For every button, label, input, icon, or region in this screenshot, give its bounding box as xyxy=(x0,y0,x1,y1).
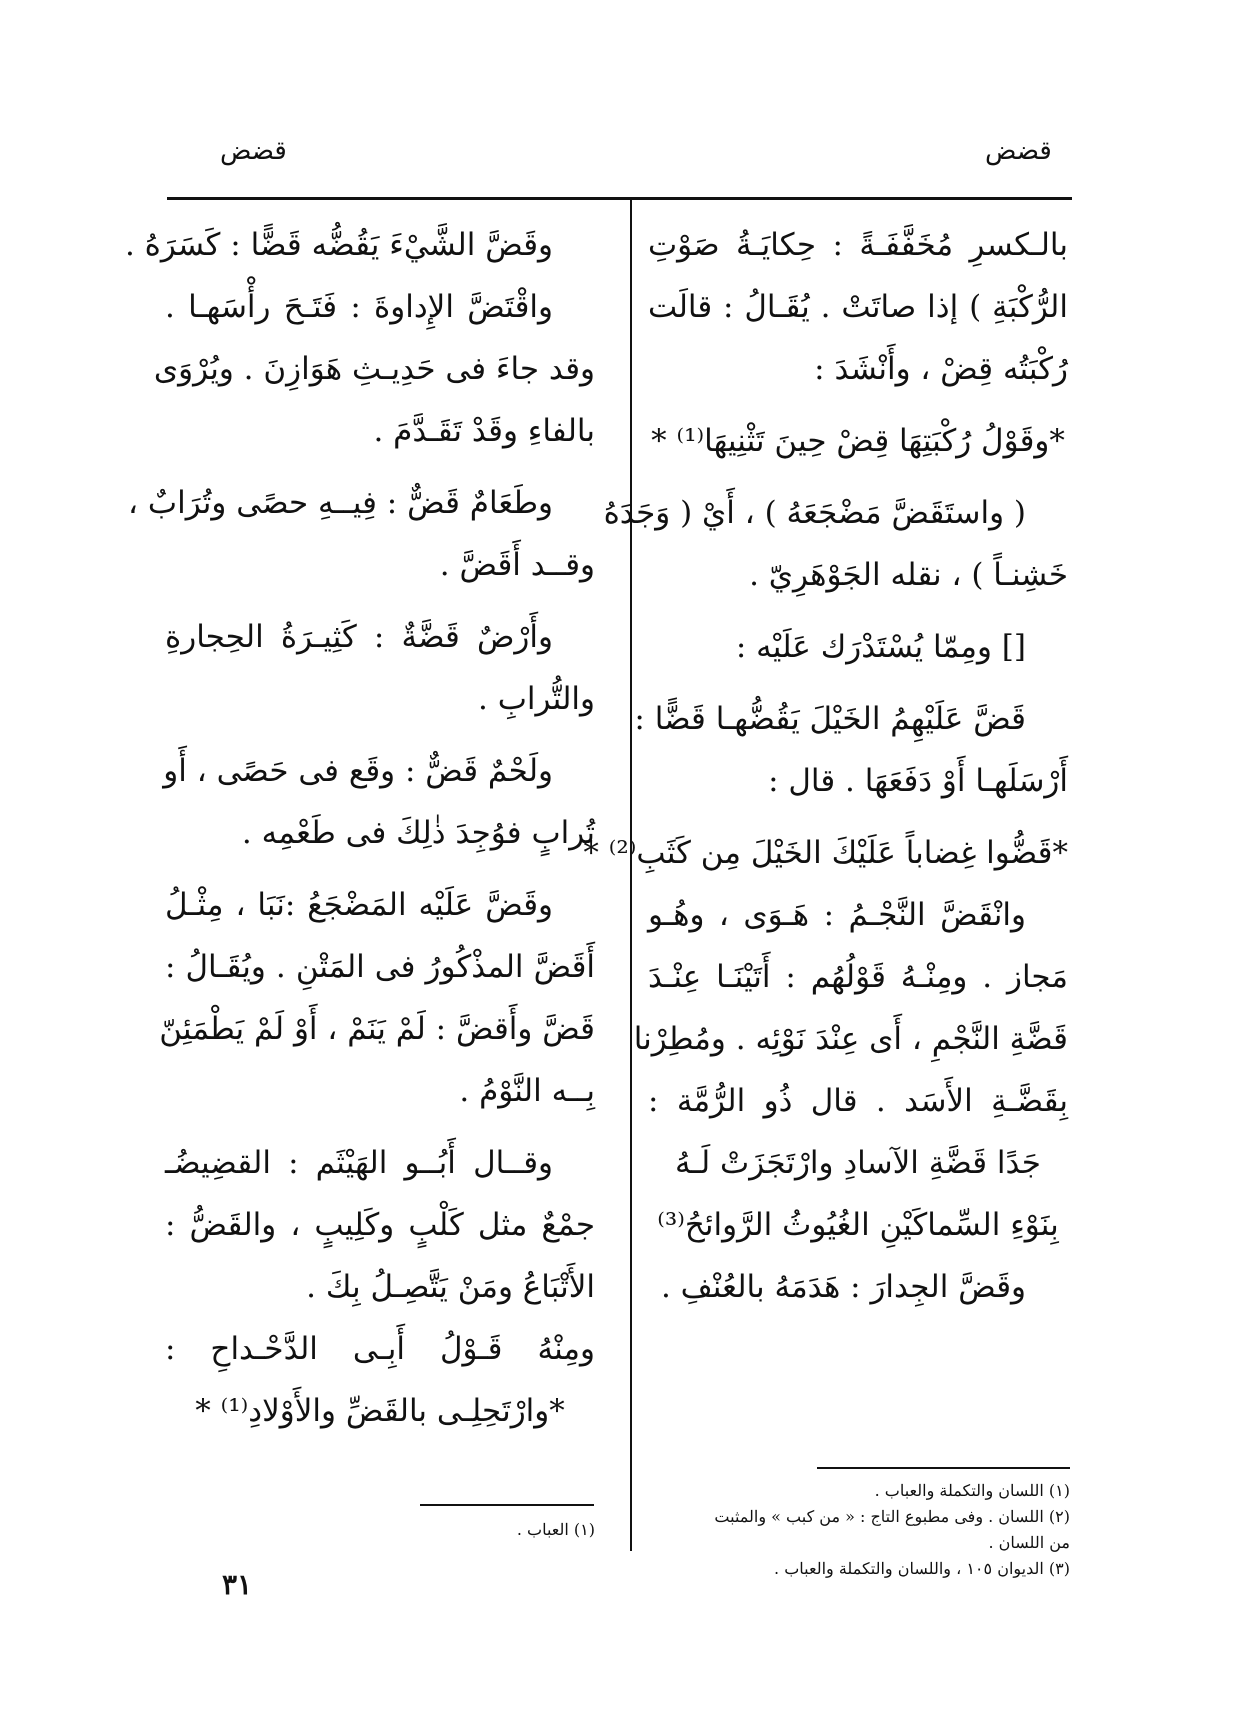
text-line: مَجاز . ومِنْـهُ قَوْلُهُم : أَتَيْنَـا عِنْـدَ xyxy=(648,959,1068,995)
text-line: رُكْبَتُه قِضْ ، وأَنْشَدَ : xyxy=(814,351,1068,387)
footnote: (٣) الديوان ١٠٥ ، واللسان والتكملة والعباب . xyxy=(774,1559,1070,1578)
text-line: بِــه النَّوْمُ . xyxy=(459,1073,595,1109)
verse-line: *قَضُّوا غِضاباً عَلَيْكَ الخَيْلَ مِن كَثَبِ⁽²⁾ * xyxy=(583,835,1068,871)
header-rule xyxy=(167,197,1072,200)
footnote: (١) العباب . xyxy=(516,1520,595,1539)
text-line: ( واستَقَضَّ مَضْجَعَهُ ) ، أَيْ ( وَجَدَهُ xyxy=(603,495,1026,531)
footnote-rule-left xyxy=(420,1504,594,1506)
text-line: ولَحْمٌ قَضٌّ : وقَع فى حَصًى ، أَو xyxy=(163,753,553,789)
footnote-rule-right xyxy=(817,1467,1070,1469)
text-line: ومِنْهُ قَـوْلُ أَبِـى الدَّحْـداحِ : xyxy=(165,1331,595,1367)
text-line: الأَتْبَاعُ ومَنْ يَتَّصِـلُ بِكَ . xyxy=(306,1269,595,1305)
footnote: من اللسان . xyxy=(988,1533,1070,1552)
verse-line: *وقَوْلُ رُكْبَتِهَا قِضْ حِينَ تَثْنِيهَا⁽¹⁾ * xyxy=(651,423,1065,459)
footnote: (٢) اللسان . وفى مطبوع التاج : « من كبب » والمثبت xyxy=(714,1507,1070,1526)
text-line: وانْقَضَّ النَّجْـمُ : هَـوَى ، وهُـو xyxy=(648,897,1026,933)
text-line: قَضَّ وأَقضَّ : لَمْ يَنَمْ ، أَوْ لَمْ يَطْمَئِنّ xyxy=(159,1011,595,1047)
text-line: وطَعَامٌ قَضٌّ : فِيــهِ حصًى وتُرَابٌ ، xyxy=(128,485,553,521)
verse-line: بِنَوْءِ السِّماكَيْنِ الغُيُوثُ الرَّوائحُ⁽³⁾ xyxy=(657,1207,1059,1243)
page-number: ٣١ xyxy=(222,1568,253,1601)
text-line: قَضَّةِ النَّجْمِ ، أَى عِنْدَ نَوْئِه . ومُطِرْنا xyxy=(633,1021,1068,1057)
text-line: بالفاءِ وقَدْ تَقَـدَّمَ . xyxy=(373,413,595,449)
running-head-left: قضض xyxy=(220,136,287,166)
text-line: وقد جاءَ فى حَدِيـثِ هَوَازِنَ . ويُرْوَى xyxy=(153,351,595,387)
text-line: تُرابٍ فوُجِدَ ذٰلِكَ فى طَعْمِه . xyxy=(241,815,595,851)
left-column xyxy=(124,214,595,1442)
text-line: قَضَّ عَلَيْهِمُ الخَيْلَ يَقُضُّهـا قَضًّا : xyxy=(634,701,1026,737)
text-line: والتُّرابِ . xyxy=(478,681,595,717)
text-line: أَقَضَّ المذْكُورُ فى المَتْنِ . ويُقَـالُ : xyxy=(165,949,595,985)
text-line: وقــد أَقَضَّ . xyxy=(439,547,595,583)
footnotes-right xyxy=(714,1478,1070,1582)
running-head-right: قضض xyxy=(985,136,1052,166)
text-line: وقَضَّ الجِدارَ : هَدَمَهُ بالعُنْفِ . xyxy=(660,1269,1026,1305)
text-line: وأَرْضٌ قَضَّةٌ : كَثِيـرَةُ الحِجارةِ xyxy=(165,619,553,655)
text-line: بالـكسرِ مُخَفَّفَـةً : حِكايَـةُ صَوْتِ xyxy=(648,227,1068,263)
footnotes-left xyxy=(420,1517,595,1543)
text-line: جمْعٌ مثل كَلْبٍ وكَلِيبٍ ، والقَضُّ : xyxy=(165,1207,595,1243)
text-line: الرُّكْبَةِ ) إذا صاتَتْ . يُقَـالُ : قالَت xyxy=(648,289,1068,325)
text-line: وقَضَّ الشَّيْءَ يَقُضُّه قَضًّا : كَسَرَهُ . xyxy=(124,227,553,263)
right-column xyxy=(583,214,1068,1318)
footnote: (١) اللسان والتكملة والعباب . xyxy=(874,1481,1070,1500)
text-line: وقَضَّ عَلَيْه المَضْجَعُ :نَبَا ، مِثْـلُ xyxy=(165,887,553,923)
verse-line: *وارْتَحِلِـى بالقَضِّ والأَوْلادِ⁽¹⁾ * xyxy=(195,1393,565,1429)
text-line: أَرْسَلَهـا أَوْ دَفَعَهَا . قال : xyxy=(768,763,1068,799)
text-line: خَشِنـاً ) ، نقله الجَوْهَرِيّ . xyxy=(749,557,1068,593)
addendum-heading: [] ومِمّا يُسْتَدْرَك عَلَيْه : xyxy=(735,629,1026,665)
text-line: وقــال أَبُــو الهَيْثَم : القضِيضُـ xyxy=(165,1145,553,1181)
verse-line: جَدًا قَضَّةِ الآسادِ وارْتَجَزَتْ لَـهُ xyxy=(675,1145,1041,1181)
text-line: بِقَضَّـةِ الأَسَد . قال ذُو الرُّمَّة : xyxy=(648,1083,1068,1119)
text-line: واقْتَضَّ الإِداوةَ : فَتَـحَ رأْسَهـا . xyxy=(165,289,553,325)
